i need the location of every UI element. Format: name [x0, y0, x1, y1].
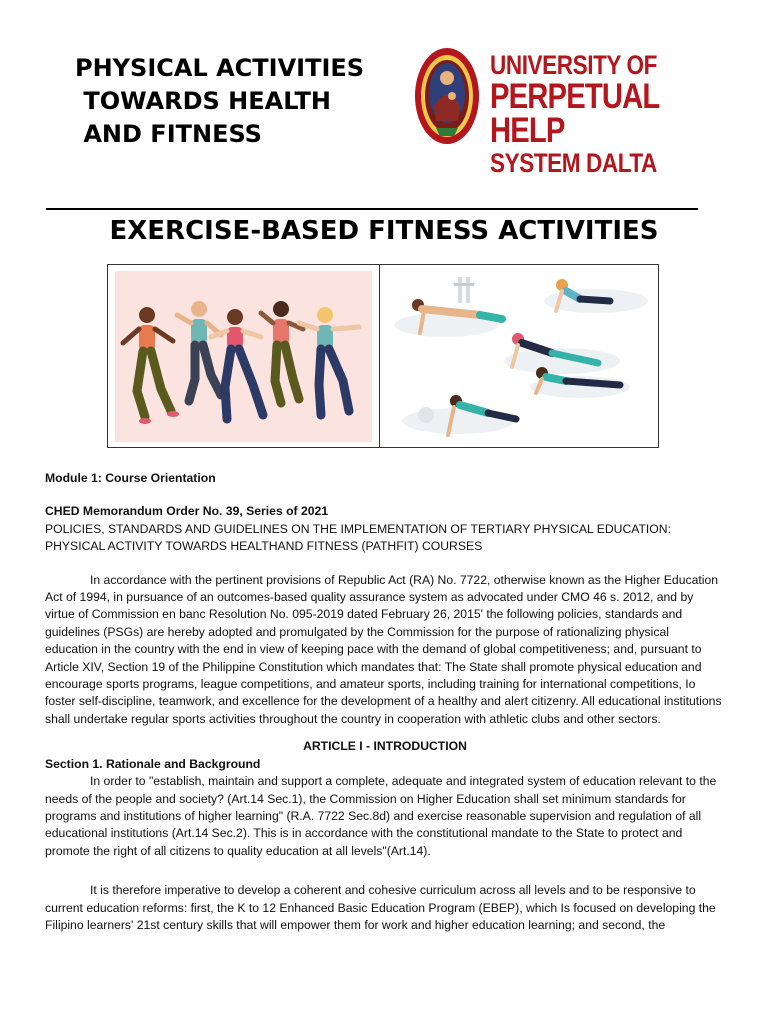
paragraph-3: It is therefore imperative to develop a coherent and cohesive curriculum across all levels and to be responsive to current education reforms: first, the K to 12 Enhanced Basic Education Program (EBEP), which Is focused on developing the Filipino learners' 21st century skills that will empower them for work and higher education learning; and second, the	[45, 883, 716, 932]
university-name-line-3: SYSTEM DALTA	[490, 148, 657, 178]
section-title: EXERCISE-BASED FITNESS ACTIVITIES	[109, 216, 659, 246]
university-name	[490, 50, 722, 178]
university-name-line-1: UNIVERSITY OF	[490, 50, 657, 80]
memo-subtitle: POLICIES, STANDARDS AND GUIDELINES ON THE IMPLEMENTATION OF TERTIARY PHYSICAL EDUCATION: PHYSICAL ACTIVITY TOWARDS HEALTHAND FITNESS (PATHFIT) COURSES	[45, 521, 671, 554]
university-name-line-2: PERPETUAL HELP	[490, 77, 659, 150]
course-title-line-3: AND FITNESS	[75, 120, 262, 148]
paragraph-1: In accordance with the pertinent provisions of Republic Act (RA) No. 7722, otherwise known as the Higher Education Act of 1994, in pursuance of an outcomes-based quality assurance system as advocated under CMO 46 s. 2012, and by virtue of Commission en banc Resolution No. 095-2019 dated February 26, 2015' the following policies, standards and guidelines (PSGs) are hereby adopted and promulgated by the Commission for the purpose of rationalizing physical education in the country with the end in view of keeping pace with the demand of global competitiveness; and, pursuant to Article XIV, Section 19 of the Philippine Constitution which mandates that: The State shall promote physical education and encourage sports programs, league competitions, and amateur sports, including training for international competitions, Io foster self-discipline, teamwork, and excellence for the development of a healthy and alert citizenry. All educational institutions shall undertake regular sports activities throughout the country in cooperation with athletic clubs and other sectors.	[45, 572, 722, 726]
course-title-line-1: PHYSICAL ACTIVITIES	[75, 54, 365, 82]
paragraph-2: In order to "establish, maintain and support a complete, adequate and integrated system of education relevant to the needs of the people and society? (Art.14 Sec.1), the Commission on Higher Education shall set minimum standards for programs and institutions of higher learning" (R.A. 7722 Sec.8d) and exercise reasonable supervision and regulation of all educational institutions (Art.14 Sec.2). This is in accordance with the constitutional mandate to the State to protect and promote the right of all citizens to quality education at all levels"(Art.14).	[45, 774, 717, 858]
push-up-plank-exercise-illustration	[384, 269, 654, 445]
image-divider	[379, 265, 380, 447]
document-body	[45, 470, 725, 934]
article-heading: ARTICLE I - INTRODUCTION	[303, 739, 467, 754]
section-heading: Section 1. Rationale and Background	[45, 756, 261, 771]
course-title-line-2: TOWARDS HEALTH	[75, 87, 331, 115]
university-seal-logo	[414, 46, 480, 146]
memo-heading: CHED Memorandum Order No. 39, Series of 2021	[45, 504, 329, 519]
illustration-panel	[107, 264, 659, 448]
course-title	[75, 52, 405, 151]
header-divider	[46, 208, 698, 210]
dancing-group-illustration	[115, 271, 372, 442]
module-heading: Module 1: Course Orientation	[45, 471, 216, 485]
